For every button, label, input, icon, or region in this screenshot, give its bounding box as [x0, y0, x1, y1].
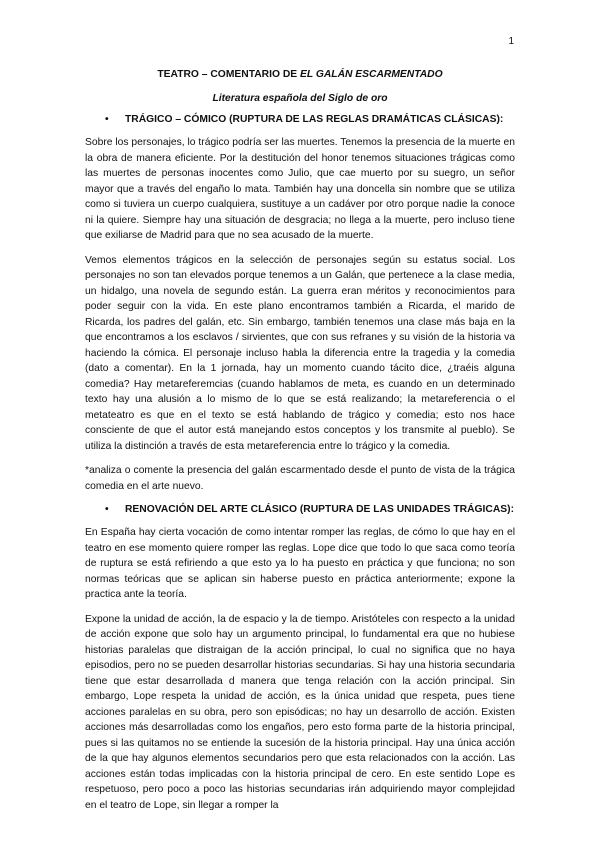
paragraph: Expone la unidad de acción, la de espacio y la de tiempo. Aristóteles con respecto a la unidad de acción expone que solo hay un argumento principal, lo fundamental era que no hubiese historias paralelas que distraigan de la acción principal, lo cual no significa que no haya episodios, pero no se pueden desarrollar historias secundarias. Si hay una historia secundaria tiene que estar desarrollada d manera que tenga relación con la acción principal. Sin embargo, Lope respeta la unidad de acción, es la única unidad que respeta, pues tiene acciones paralelas en su obra, pero son episódicas; no hay un desarrollo de acción. Existen acciones más desarrolladas como los engaños, pero esto forma parte de la historia principal, pues si las quitamos no se entiende la sucesión de la historia principal. Hay una única acción de la que hay algunos elementos secundarios pero que esta relacionados con la acción. Las acciones están todas implicadas con la historia principal de cero. En este sentido Lope es respetuoso, pero poco a poco las historias secundarias irán adquiriendo mayor complejidad en el teatro de Lope, sin llegar a romper la [85, 613, 515, 811]
page-number: 1 [508, 36, 514, 47]
bullet-icon: • [105, 114, 109, 125]
section-heading-text: RENOVACIÓN DEL ARTE CLÁSICO (RUPTURA DE LAS UNIDADES TRÁGICAS): [125, 504, 514, 515]
paragraph-note: *analiza o comente la presencia del galán escarmentado desde el punto de vista de la trágica comedia en el arte nuevo. [85, 465, 515, 492]
paragraph: En España hay cierta vocación de como intentar romper las reglas, de cómo lo que hay en el teatro en ese momento quiere romper las reglas. Lope dice que todo lo que saca como teoría de ruptura se está refiriendo a que esto ya lo ha puesto en práctica y que funciona; no son normas teóricas que se aplican sin haberse puesto en práctica anteriormente; expone la practica ante la teoría. [85, 527, 515, 600]
title-prefix: TEATRO – COMENTARIO DE [157, 69, 300, 80]
paragraph: Vemos elementos trágicos en la selección de personajes según su estatus social. Los personajes no son tan elevados porque tenemos a un Galán, que pertenece a la clase media, un hidalgo, una novela de segundo están. La guerra eran méritos y reconocimientos para poder seguir con la vida. En este plano encontramos también a Ricarda, el marido de Ricarda, los padres del galán, etc. Sin embargo, también tenemos una clase más baja en la que encontramos a los esclavos / sirvientes, que con sus refranes y su visión de la historia va haciendo la cómica. El personaje incluso habla la diferencia entre la tragedia y la comedia (dato a comentar). En la 1 jornada, hay un momento cuando tácito dice, ¿traéis alguna comedia? Hay metareferemcias (cuando hablamos de meta, es cuando en un determinado texto hay una alusión a lo mismo de lo que se está realizando; la metareferencia o el metateatro es que en el texto se está hablando de trágico y comedia; esto nos hace consciente de que el autor está manejando estos conceptos y los transmite al pueblo). Se utiliza la distinción a través de esta metareferencia entre lo trágico y la comedia. [85, 254, 515, 452]
document-subtitle: Literatura española del Siglo de oro [212, 93, 388, 104]
section-heading-tragicomic [85, 113, 515, 126]
bullet-icon: • [105, 504, 109, 515]
paragraph: Sobre los personajes, lo trágico podría ser las muertes. Tenemos la presencia de la muerte en la obra de manera eficiente. Por la destitución del honor tenemos situaciones trágicas como las muertes de personas inocentes como Julio, que cae muerto por su suegro, un señor mayor que a través del engaño lo mata. También hay una doncella sin nombre que se utiliza como si tuviera un cuerpo cualquiera, sustituye a un cadáver por otro porque nadie la conoce ni la quiere. Siempre hay una situación de desgracia; no llega a la muerte, pero incluso tiene que exiliarse de Madrid para que no sea acusado de la muerte. [85, 137, 515, 241]
document-title [85, 68, 515, 81]
document-content [85, 68, 515, 822]
section-heading-text: TRÁGICO – CÓMICO (RUPTURA DE LAS REGLAS DRAMÁTICAS CLÁSICAS): [125, 114, 504, 125]
title-work: EL GALÁN ESCARMENTADO [300, 69, 443, 80]
section-heading-renovation [85, 503, 515, 516]
